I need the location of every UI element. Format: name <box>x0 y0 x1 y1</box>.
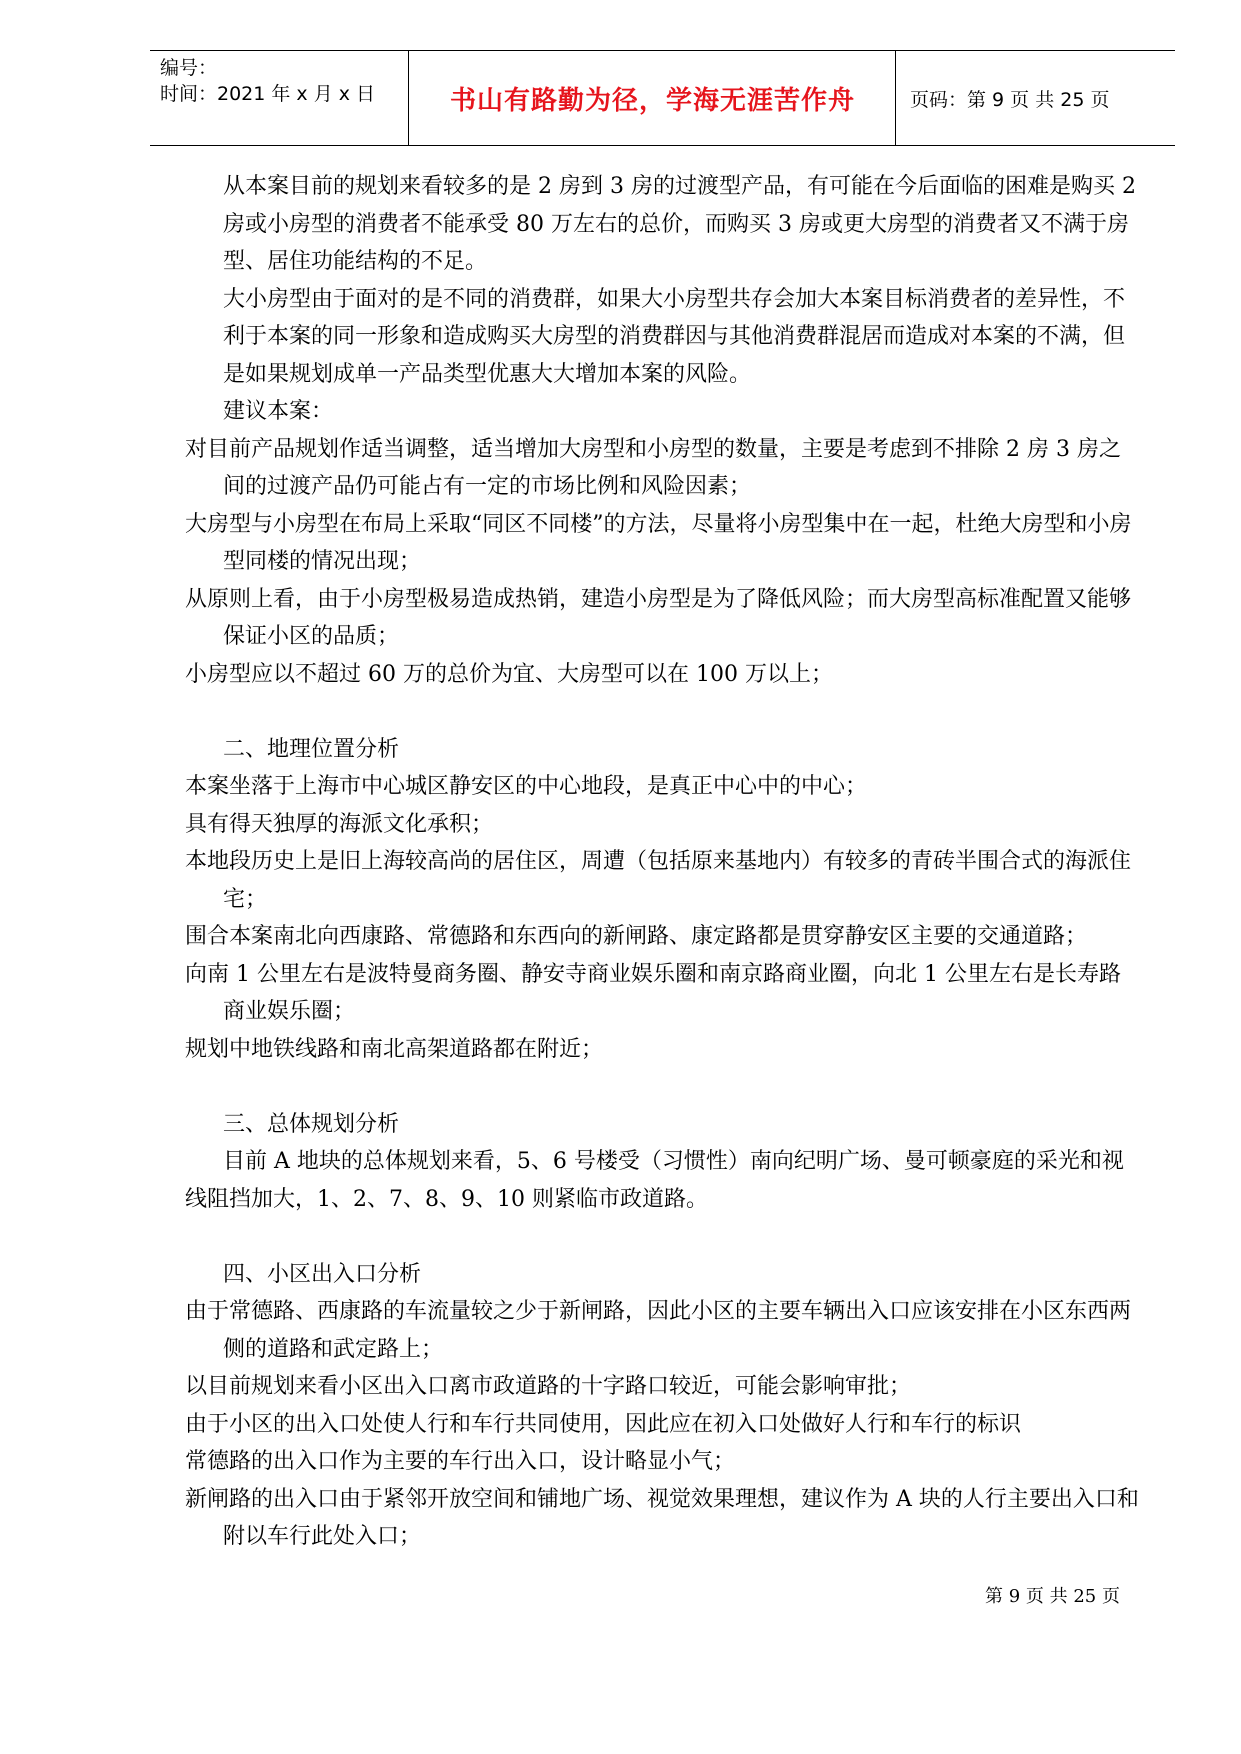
page-header <box>150 50 1175 146</box>
header-divider <box>408 51 409 145</box>
section-heading: 三、总体规划分析 <box>223 1111 400 1137</box>
section-heading: 二、地理位置分析 <box>223 736 400 762</box>
paragraph-text: 目前 A 地块的总体规划来看，5、6 号楼受（习惯性）南向纪明广场、曼可顿豪庭的采光和视线阻挡加大，1、2、7、8、9、10 则紧临市政道路。 <box>185 1149 1124 1212</box>
paragraph: 大小房型由于面对的是不同的消费群，如果大小房型共存会加大本案目标消费者的差异性，不利于本案的同一形象和造成购买大房型的消费群因与其他消费群混居而造成对本案的不满，但是如果规划成单一产品类型优惠大大增加本案的风险。 <box>223 286 1126 387</box>
list-item: 围合本案南北向西康路、常德路和东西向的新闸路、康定路都是贯穿静安区主要的交通道路； <box>185 924 1088 949</box>
document-number-label: 编号： <box>160 57 218 79</box>
list-item: 对目前产品规划作适当调整，适当增加大房型和小房型的数量，主要是考虑到不排除 2 房 3 房之间的过渡产品仍可能占有一定的市场比例和风险因素； <box>185 436 1121 499</box>
list-item: 常德路的出入口作为主要的车行出入口，设计略显小气； <box>185 1449 736 1474</box>
header-page-info: 页码：第 9 页 共 25 页 <box>910 88 1110 111</box>
paragraph <box>185 1143 1140 1218</box>
paragraph: 建议本案： <box>223 399 334 424</box>
list-item: 本案坐落于上海市中心城区静安区的中心地段，是真正中心中的中心； <box>185 774 868 799</box>
document-body <box>185 168 1140 1556</box>
document-time-label: 时间：2021 年 x 月 x 日 <box>160 83 376 105</box>
list-item: 新闸路的出入口由于紧邻开放空间和铺地广场、视觉效果理想，建议作为 A 块的人行主要出入口和附以车行此处入口； <box>185 1486 1139 1549</box>
list-item: 以目前规划来看小区出入口离市政道路的十字路口较近，可能会影响审批； <box>185 1374 912 1399</box>
page-footer: 第 9 页 共 25 页 <box>985 1586 1120 1607</box>
spacer <box>185 693 1140 731</box>
list-item: 小房型应以不超过 60 万的总价为宜、大房型可以在 100 万以上； <box>185 661 833 687</box>
list-item: 由于常德路、西康路的车流量较之少于新闸路，因此小区的主要车辆出入口应该安排在小区东西两侧的道路和武定路上； <box>185 1299 1132 1362</box>
list-item: 从原则上看，由于小房型极易造成热销，建造小房型是为了降低风险；而大房型高标准配置又能够保证小区的品质； <box>185 586 1132 649</box>
spacer <box>185 1068 1140 1106</box>
paragraph: 从本案目前的规划来看较多的是 2 房到 3 房的过渡型产品，有可能在今后面临的困难是购买 2 房或小房型的消费者不能承受 80 万左右的总价，而购买 3 房或更大房型的消费者又不满于房型、居住功能结构的不足。 <box>223 174 1136 274</box>
list-item: 大房型与小房型在布局上采取“同区不同楼”的方法，尽量将小房型集中在一起，杜绝大房型和小房型同楼的情况出现； <box>185 511 1132 574</box>
list-item: 具有得天独厚的海派文化承积； <box>185 811 494 837</box>
header-divider <box>895 51 896 145</box>
list-item: 规划中地铁线路和南北高架道路都在附近； <box>185 1036 604 1062</box>
list-item: 向南 1 公里左右是波特曼商务圈、静安寺商业娱乐圈和南京路商业圈，向北 1 公里左右是长寿路商业娱乐圈； <box>185 961 1121 1024</box>
section-heading: 四、小区出入口分析 <box>223 1261 422 1287</box>
header-motto: 书山有路勤为径，学海无涯苦作舟 <box>449 85 855 116</box>
list-item: 本地段历史上是旧上海较高尚的居住区，周遭（包括原来基地内）有较多的青砖半围合式的海派住宅； <box>185 849 1132 912</box>
spacer <box>185 1218 1140 1256</box>
list-item: 由于小区的出入口处使人行和车行共同使用，因此应在初入口处做好人行和车行的标识 <box>185 1411 1022 1437</box>
header-left <box>160 55 405 107</box>
